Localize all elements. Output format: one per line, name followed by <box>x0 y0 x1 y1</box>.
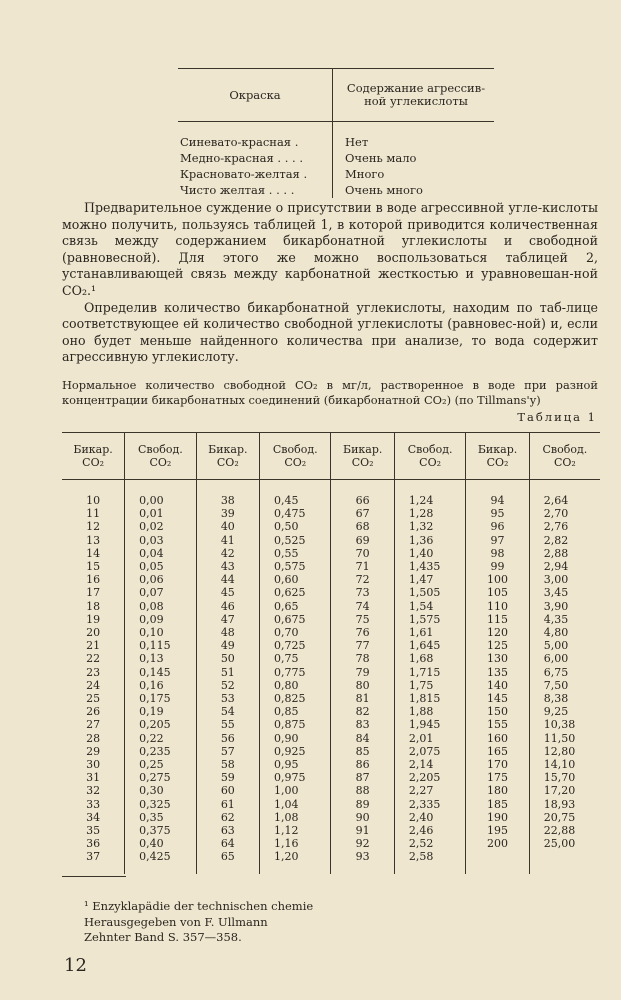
bicarb-co2-cell: 36 <box>62 837 125 850</box>
bicarb-co2-cell: 38 <box>196 480 259 508</box>
free-co2-cell: 1,61 <box>394 626 465 639</box>
bicarb-co2-cell: 70 <box>331 547 394 560</box>
bicarb-co2-cell: 110 <box>466 600 529 613</box>
free-co2-cell: 14,10 <box>543 758 576 772</box>
free-co2-cell: 0,70 <box>260 626 331 639</box>
free-co2-cell: 0,55 <box>260 547 331 560</box>
free-co2-cell: 0,50 <box>260 520 331 533</box>
bicarb-co2-cell: 80 <box>331 679 394 692</box>
bicarb-co2-cell: 98 <box>466 547 529 560</box>
bicarb-co2-cell: 87 <box>331 771 394 784</box>
free-co2-cell: 1,20 <box>260 850 331 873</box>
bicarb-co2-cell: 125 <box>466 639 529 652</box>
bicarb-co2-cell: 37 <box>62 850 125 873</box>
bicarb-co2-cell: 66 <box>331 480 394 508</box>
bicarb-co2-cell: 61 <box>196 798 259 811</box>
free-co2-cell: 15,70 <box>543 771 576 785</box>
table-row <box>62 758 600 771</box>
bicarb-co2-cell: 88 <box>331 784 394 797</box>
bicarb-co2-cell: 25 <box>62 692 125 705</box>
bicarb-co2-cell: 85 <box>331 745 394 758</box>
bicarb-co2-cell: 77 <box>331 639 394 652</box>
table-row <box>62 718 600 731</box>
table-row <box>62 666 600 679</box>
free-co2-cell: 2,40 <box>394 811 465 824</box>
bicarb-co2-cell: 170 <box>466 758 529 771</box>
bicarb-co2-cell <box>466 850 529 873</box>
free-co2-cell: 0,08 <box>125 600 196 613</box>
free-co2-cell: 20,75 <box>543 810 576 824</box>
free-co2-cell: 0,01 <box>125 507 196 520</box>
color-name: Синевато-красная . <box>178 134 333 150</box>
free-co2-cell: 4,35 <box>543 612 569 626</box>
table-row <box>62 507 600 520</box>
free-co2-cell: 7,50 <box>543 678 569 692</box>
bicarb-co2-cell: 180 <box>466 784 529 797</box>
free-co2-cell: 1,815 <box>394 692 465 705</box>
bicarb-co2-cell: 59 <box>196 771 259 784</box>
color-table <box>178 68 494 198</box>
paragraph: Предварительное суждение о присутствии в воде агрессивной угле-кислоты можно получить, пользуясь таблицей 1, в которой приводится количественная связь между содержанием бикарбонатной углекислоты и свободной (равновесной). Для этого же можно воспользоваться таблицей 2, устанавливающей связь между карбонатной жесткостью и уравновешан-ной CO₂.¹ <box>62 200 598 298</box>
free-co2-cell: 0,975 <box>260 771 331 784</box>
table-label: Таблица 1 <box>517 410 597 424</box>
free-co2-cell: 0,175 <box>125 692 196 705</box>
free-co2-cell: 1,28 <box>394 507 465 520</box>
column-header: Свобод. CO₂ <box>394 433 465 480</box>
free-co2-cell: 1,505 <box>394 586 465 599</box>
free-co2-cell: 0,145 <box>125 666 196 679</box>
bicarb-co2-cell: 46 <box>196 600 259 613</box>
paragraph: Определив количество бикарбонатной углекислоты, находим по таб-лице соответствующее ей количество свободной углекислоты (равновес-ной) и, если оно будет меньше найденного количества при анализе, то вода содержит агрессивную углекислоту. <box>62 299 598 365</box>
free-co2-cell: 1,88 <box>394 705 465 718</box>
free-co2-cell: 2,70 <box>543 507 569 521</box>
free-co2-cell: 0,00 <box>125 480 196 508</box>
free-co2-cell: 0,35 <box>125 811 196 824</box>
color-table-row <box>178 150 494 166</box>
table-row <box>62 560 600 573</box>
free-co2-cell: 0,04 <box>125 547 196 560</box>
free-co2-cell: 0,80 <box>260 679 331 692</box>
column-header: Свобод. CO₂ <box>260 433 331 480</box>
bicarb-co2-cell: 135 <box>466 666 529 679</box>
free-co2-cell: 0,75 <box>260 652 331 665</box>
free-co2-cell: 1,75 <box>394 679 465 692</box>
bicarb-co2-cell: 63 <box>196 824 259 837</box>
free-co2-cell: 4,80 <box>543 626 569 640</box>
bicarb-co2-cell: 31 <box>62 771 125 784</box>
free-co2-cell: 0,25 <box>125 758 196 771</box>
free-co2-cell: 2,64 <box>543 494 569 507</box>
free-co2-cell: 0,06 <box>125 573 196 586</box>
bicarb-co2-cell: 53 <box>196 692 259 705</box>
free-co2-cell: 3,00 <box>543 573 569 587</box>
free-co2-cell: 0,775 <box>260 666 331 679</box>
footnote-line: Herausgegeben von F. Ullmann <box>84 914 268 929</box>
free-co2-cell: 0,09 <box>125 613 196 626</box>
free-co2-cell: 1,36 <box>394 534 465 547</box>
bicarb-co2-cell: 14 <box>62 547 125 560</box>
bicarb-co2-cell: 49 <box>196 639 259 652</box>
footnote-rule <box>62 876 126 877</box>
bicarb-co2-cell: 43 <box>196 560 259 573</box>
table-row <box>62 745 600 758</box>
table-row <box>62 639 600 652</box>
free-co2-cell: 2,01 <box>394 732 465 745</box>
bicarb-co2-cell: 19 <box>62 613 125 626</box>
free-co2-cell: 12,80 <box>543 744 576 758</box>
bicarb-co2-cell: 86 <box>331 758 394 771</box>
free-co2-cell: 1,00 <box>260 784 331 797</box>
table-row <box>62 573 600 586</box>
free-co2-cell: 1,575 <box>394 613 465 626</box>
bicarb-co2-cell: 35 <box>62 824 125 837</box>
free-co2-cell: 0,475 <box>260 507 331 520</box>
free-co2-cell: 1,32 <box>394 520 465 533</box>
column-header: Бикар. CO₂ <box>466 433 529 480</box>
bicarb-co2-cell: 65 <box>196 850 259 873</box>
bicarb-co2-cell: 29 <box>62 745 125 758</box>
color-table-header-co2: Содержание агрессив- ной углекислоты <box>333 69 495 122</box>
bicarb-co2-cell: 51 <box>196 666 259 679</box>
free-co2-cell: 2,075 <box>394 745 465 758</box>
page-number: 12 <box>64 955 87 976</box>
bicarb-co2-cell: 11 <box>62 507 125 520</box>
bicarb-co2-cell: 56 <box>196 732 259 745</box>
bicarb-co2-cell: 32 <box>62 784 125 797</box>
free-co2-cell: 2,58 <box>394 850 465 873</box>
table-row <box>62 480 600 508</box>
bicarb-co2-cell: 160 <box>466 732 529 745</box>
bicarb-co2-cell: 78 <box>331 652 394 665</box>
bicarb-co2-cell: 20 <box>62 626 125 639</box>
bicarb-co2-cell: 16 <box>62 573 125 586</box>
bicarb-co2-cell: 47 <box>196 613 259 626</box>
free-co2-cell: 2,94 <box>543 560 569 574</box>
bicarb-co2-cell: 64 <box>196 837 259 850</box>
free-co2-cell: 1,945 <box>394 718 465 731</box>
bicarb-co2-cell: 105 <box>466 586 529 599</box>
free-co2-cell: 0,40 <box>125 837 196 850</box>
bicarb-co2-cell: 69 <box>331 534 394 547</box>
free-co2-cell: 22,88 <box>543 824 576 838</box>
bicarb-co2-cell: 72 <box>331 573 394 586</box>
bicarb-co2-cell: 89 <box>331 798 394 811</box>
free-co2-cell: 2,205 <box>394 771 465 784</box>
free-co2-cell: 0,07 <box>125 586 196 599</box>
free-co2-cell: 3,45 <box>543 586 569 600</box>
table-row <box>62 824 600 837</box>
bicarb-co2-cell: 92 <box>331 837 394 850</box>
bicarb-co2-cell: 165 <box>466 745 529 758</box>
color-table-header-color: Окраска <box>178 69 333 122</box>
color-table-row <box>178 166 494 182</box>
co2-content: Очень много <box>345 183 423 197</box>
free-co2-cell: 0,22 <box>125 732 196 745</box>
free-co2-cell: 0,115 <box>125 639 196 652</box>
free-co2-cell: 0,13 <box>125 652 196 665</box>
free-co2-cell: 0,90 <box>260 732 331 745</box>
free-co2-cell: 0,875 <box>260 718 331 731</box>
co2-content: Очень мало <box>345 151 417 165</box>
color-name: Медно-красная . . . . <box>178 150 333 166</box>
bicarb-co2-cell: 97 <box>466 534 529 547</box>
free-co2-cell: 6,75 <box>543 665 569 679</box>
bicarb-co2-cell: 27 <box>62 718 125 731</box>
free-co2-cell: 1,435 <box>394 560 465 573</box>
table-row <box>62 586 600 599</box>
footnote <box>84 899 313 946</box>
bicarb-co2-cell: 74 <box>331 600 394 613</box>
table-row <box>62 600 600 613</box>
bicarb-co2-cell: 73 <box>331 586 394 599</box>
free-co2-cell: 1,24 <box>394 480 465 508</box>
free-co2-cell: 1,12 <box>260 824 331 837</box>
bicarb-co2-cell: 150 <box>466 705 529 718</box>
column-header: Свобод. CO₂ <box>529 433 600 480</box>
bicarb-co2-cell: 140 <box>466 679 529 692</box>
free-co2-cell: 1,40 <box>394 547 465 560</box>
table-row <box>62 652 600 665</box>
bicarb-co2-cell: 21 <box>62 639 125 652</box>
free-co2-cell: 11,50 <box>543 731 576 745</box>
bicarb-co2-cell: 130 <box>466 652 529 665</box>
free-co2-cell: 9,25 <box>543 705 569 719</box>
color-table-row <box>178 134 494 150</box>
free-co2-cell: 0,675 <box>260 613 331 626</box>
co2-content: Много <box>345 167 385 181</box>
table-caption: Нормальное количество свободной CO₂ в мг/л, растворенное в воде при разной концентрации бикарбонатных соединений (бикарбонатной CO₂) (по Tillmans'у) <box>62 378 598 407</box>
free-co2-cell: 1,715 <box>394 666 465 679</box>
bicarb-co2-cell: 190 <box>466 811 529 824</box>
free-co2-cell: 0,95 <box>260 758 331 771</box>
bicarb-co2-cell: 45 <box>196 586 259 599</box>
bicarb-co2-cell: 52 <box>196 679 259 692</box>
bicarb-co2-cell: 200 <box>466 837 529 850</box>
free-co2-cell: 1,68 <box>394 652 465 665</box>
column-header: Бикар. CO₂ <box>196 433 259 480</box>
free-co2-cell: 6,00 <box>543 652 569 666</box>
bicarb-co2-cell: 94 <box>466 480 529 508</box>
free-co2-cell: 8,38 <box>543 692 569 706</box>
color-name: Чисто желтая . . . . <box>178 182 333 198</box>
bicarb-co2-cell: 76 <box>331 626 394 639</box>
table-row <box>62 850 600 873</box>
bicarb-co2-cell: 60 <box>196 784 259 797</box>
table-row <box>62 692 600 705</box>
bicarb-co2-cell: 33 <box>62 798 125 811</box>
bicarb-co2-cell: 79 <box>331 666 394 679</box>
table-row <box>62 811 600 824</box>
free-co2-cell: 0,235 <box>125 745 196 758</box>
free-co2-cell: 0,05 <box>125 560 196 573</box>
bicarb-co2-cell: 18 <box>62 600 125 613</box>
bicarb-co2-cell: 57 <box>196 745 259 758</box>
co2-content: Нет <box>345 135 369 149</box>
table-row <box>62 798 600 811</box>
free-co2-cell: 0,60 <box>260 573 331 586</box>
free-co2-cell: 10,38 <box>543 718 576 732</box>
bicarb-co2-cell: 58 <box>196 758 259 771</box>
free-co2-cell: 1,54 <box>394 600 465 613</box>
free-co2-cell: 1,645 <box>394 639 465 652</box>
bicarb-co2-cell: 22 <box>62 652 125 665</box>
bicarb-co2-cell: 30 <box>62 758 125 771</box>
free-co2-cell: 2,82 <box>543 533 569 547</box>
column-header: Свобод. CO₂ <box>125 433 196 480</box>
free-co2-cell: 0,02 <box>125 520 196 533</box>
color-name: Красновато-желтая . <box>178 166 333 182</box>
bicarb-co2-cell: 95 <box>466 507 529 520</box>
footnote-line: Zehnter Band S. 357—358. <box>84 930 242 944</box>
bicarb-co2-cell: 48 <box>196 626 259 639</box>
free-co2-cell: 25,00 <box>543 837 576 851</box>
table-row <box>62 547 600 560</box>
free-co2-cell: 18,93 <box>543 797 576 811</box>
free-co2-cell: 0,10 <box>125 626 196 639</box>
free-co2-cell: 0,65 <box>260 600 331 613</box>
bicarb-co2-cell: 93 <box>331 850 394 873</box>
free-co2-cell: 0,85 <box>260 705 331 718</box>
bicarb-co2-cell: 120 <box>466 626 529 639</box>
free-co2-cell: 1,08 <box>260 811 331 824</box>
free-co2-cell: 17,20 <box>543 784 576 798</box>
table-row <box>62 626 600 639</box>
column-header: Бикар. CO₂ <box>331 433 394 480</box>
bicarb-co2-cell: 39 <box>196 507 259 520</box>
free-co2-cell: 2,27 <box>394 784 465 797</box>
free-co2-cell: 0,425 <box>125 850 196 873</box>
free-co2-cell <box>529 850 600 873</box>
bicarb-co2-cell: 10 <box>62 480 125 508</box>
bicarb-co2-cell: 34 <box>62 811 125 824</box>
free-co2-cell: 0,45 <box>260 480 331 508</box>
bicarb-co2-cell: 90 <box>331 811 394 824</box>
free-co2-cell: 3,90 <box>543 599 569 613</box>
bicarb-co2-cell: 81 <box>331 692 394 705</box>
free-co2-cell: 0,30 <box>125 784 196 797</box>
bicarb-co2-cell: 62 <box>196 811 259 824</box>
table-row <box>62 771 600 784</box>
free-co2-cell: 0,275 <box>125 771 196 784</box>
free-co2-cell: 0,825 <box>260 692 331 705</box>
bicarb-co2-cell: 145 <box>466 692 529 705</box>
free-co2-cell: 2,88 <box>543 546 569 560</box>
color-table-row <box>178 182 494 198</box>
bicarb-co2-cell: 99 <box>466 560 529 573</box>
bicarb-co2-cell: 75 <box>331 613 394 626</box>
free-co2-cell: 2,76 <box>543 520 569 534</box>
free-co2-cell: 0,525 <box>260 534 331 547</box>
free-co2-cell: 0,375 <box>125 824 196 837</box>
bicarb-co2-cell: 71 <box>331 560 394 573</box>
free-co2-cell: 1,04 <box>260 798 331 811</box>
free-co2-cell: 0,725 <box>260 639 331 652</box>
free-co2-cell: 1,16 <box>260 837 331 850</box>
free-co2-cell: 2,46 <box>394 824 465 837</box>
bicarb-co2-cell: 155 <box>466 718 529 731</box>
bicarb-co2-cell: 12 <box>62 520 125 533</box>
table-row <box>62 732 600 745</box>
free-co2-cell: 1,47 <box>394 573 465 586</box>
bicarb-co2-cell: 50 <box>196 652 259 665</box>
bicarb-co2-cell: 17 <box>62 586 125 599</box>
bicarb-co2-cell: 55 <box>196 718 259 731</box>
body-text <box>62 200 598 366</box>
bicarb-co2-cell: 44 <box>196 573 259 586</box>
bicarb-co2-cell: 26 <box>62 705 125 718</box>
bicarb-co2-cell: 195 <box>466 824 529 837</box>
table-row <box>62 837 600 850</box>
footnote-line: ¹ Enzyklapädie der technischen chemie <box>84 899 314 913</box>
bicarb-co2-cell: 84 <box>331 732 394 745</box>
free-co2-cell: 0,19 <box>125 705 196 718</box>
bicarb-co2-cell: 28 <box>62 732 125 745</box>
table-row <box>62 534 600 547</box>
free-co2-cell: 0,205 <box>125 718 196 731</box>
table-row <box>62 705 600 718</box>
free-co2-cell: 2,14 <box>394 758 465 771</box>
free-co2-cell: 0,325 <box>125 798 196 811</box>
bicarb-co2-cell: 185 <box>466 798 529 811</box>
bicarb-co2-cell: 54 <box>196 705 259 718</box>
data-table <box>62 432 600 874</box>
bicarb-co2-cell: 15 <box>62 560 125 573</box>
free-co2-cell: 0,625 <box>260 586 331 599</box>
bicarb-co2-cell: 175 <box>466 771 529 784</box>
bicarb-co2-cell: 41 <box>196 534 259 547</box>
table-row <box>62 520 600 533</box>
bicarb-co2-cell: 40 <box>196 520 259 533</box>
bicarb-co2-cell: 68 <box>331 520 394 533</box>
free-co2-cell: 0,575 <box>260 560 331 573</box>
free-co2-cell: 2,335 <box>394 798 465 811</box>
table-row <box>62 613 600 626</box>
free-co2-cell: 2,52 <box>394 837 465 850</box>
bicarb-co2-cell: 115 <box>466 613 529 626</box>
bicarb-co2-cell: 13 <box>62 534 125 547</box>
bicarb-co2-cell: 42 <box>196 547 259 560</box>
bicarb-co2-cell: 24 <box>62 679 125 692</box>
bicarb-co2-cell: 91 <box>331 824 394 837</box>
bicarb-co2-cell: 82 <box>331 705 394 718</box>
bicarb-co2-cell: 67 <box>331 507 394 520</box>
free-co2-cell: 0,925 <box>260 745 331 758</box>
bicarb-co2-cell: 100 <box>466 573 529 586</box>
free-co2-cell: 0,03 <box>125 534 196 547</box>
table-row <box>62 784 600 797</box>
free-co2-cell: 0,16 <box>125 679 196 692</box>
free-co2-cell: 5,00 <box>543 639 569 653</box>
bicarb-co2-cell: 23 <box>62 666 125 679</box>
bicarb-co2-cell: 96 <box>466 520 529 533</box>
column-header: Бикар. CO₂ <box>62 433 125 480</box>
table-row <box>62 679 600 692</box>
bicarb-co2-cell: 83 <box>331 718 394 731</box>
